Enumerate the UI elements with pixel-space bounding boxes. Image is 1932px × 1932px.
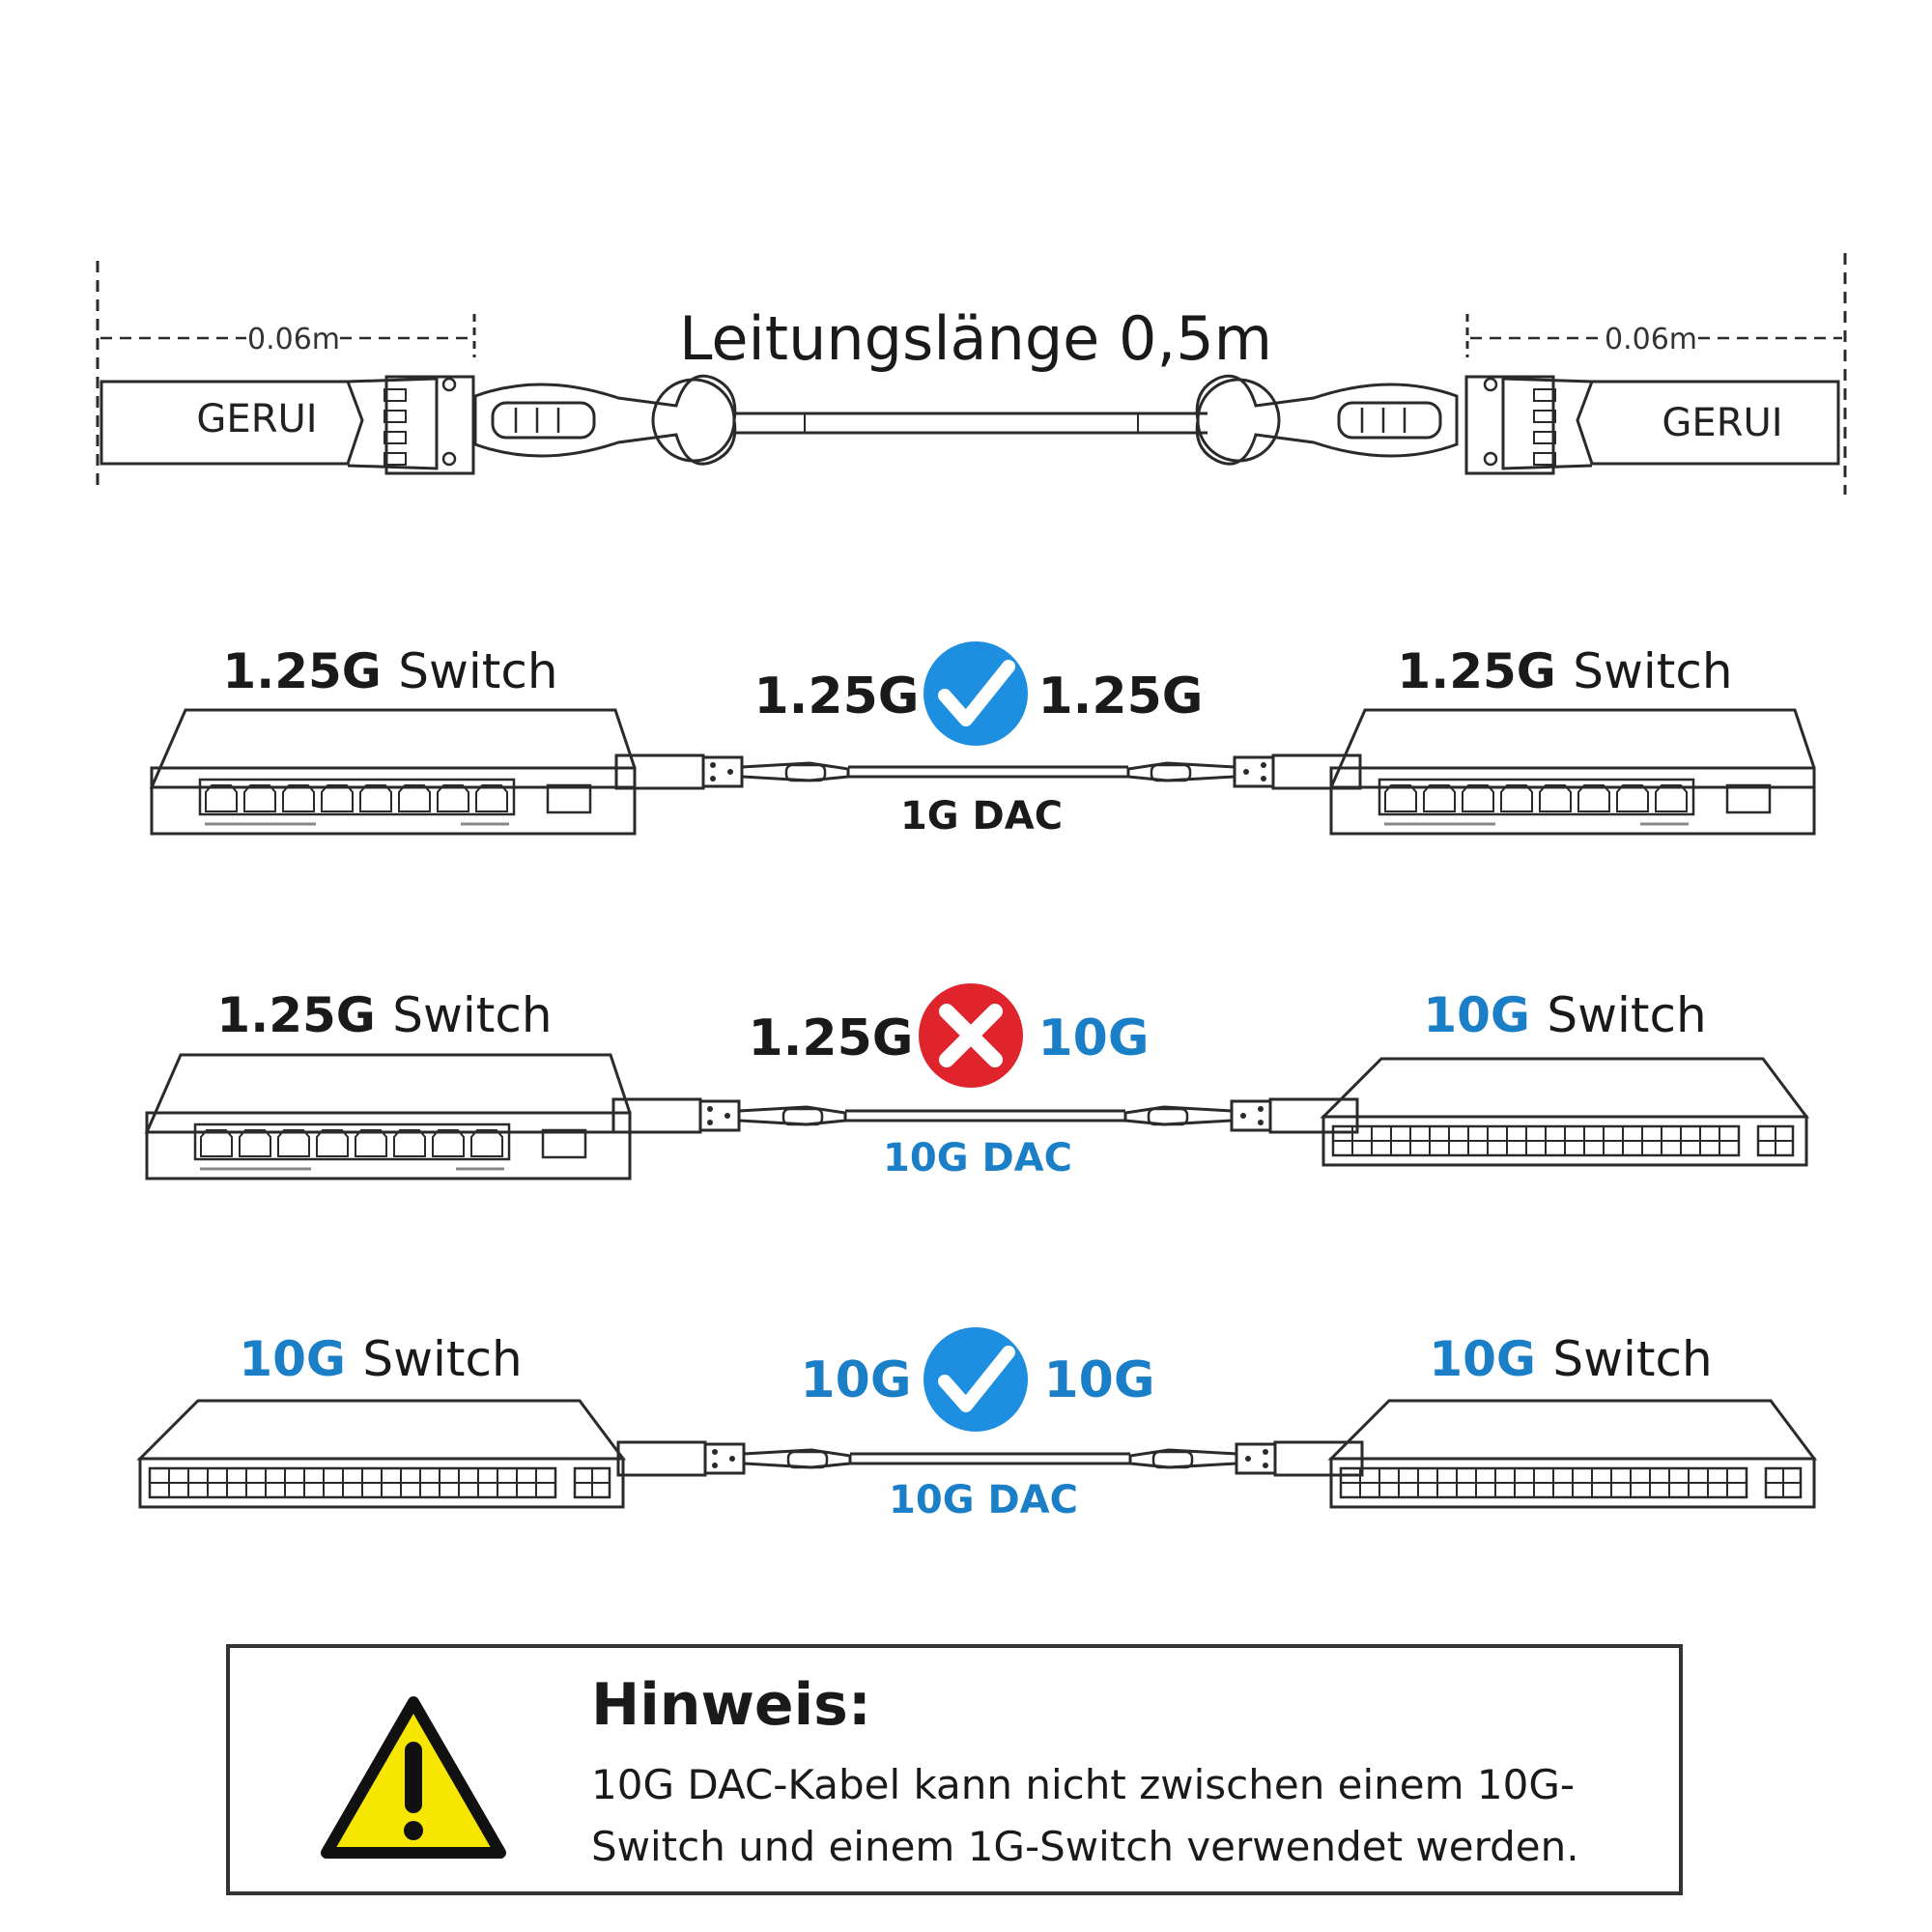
row3-right-switch-word: Switch: [1552, 1331, 1713, 1387]
row2-left-switch-label: [216, 987, 552, 1043]
row3-right-speed: 10G: [1043, 1351, 1155, 1409]
row3-right-switch-speed: 10G: [1429, 1331, 1536, 1387]
note-body: [591, 1754, 1654, 1878]
check-circle-icon: [923, 641, 1028, 746]
row3-left-switch: [140, 1401, 623, 1507]
note-title: Hinweis:: [591, 1671, 871, 1739]
row2-right-switch-speed: 10G: [1423, 987, 1530, 1043]
row1-left-switch-label: [222, 643, 557, 699]
row1-left-speed: 1.25G: [753, 668, 920, 725]
row3-left-switch-word: Switch: [362, 1331, 523, 1387]
check-circle-icon: [923, 1327, 1028, 1432]
note-line-2: Switch und einem 1G-Switch verwendet werden.: [591, 1823, 1579, 1870]
note-line-1: 10G DAC-Kabel kann nicht zwischen einem 10G-: [591, 1761, 1576, 1808]
note-box: [226, 1644, 1683, 1895]
row2-right-switch-word: Switch: [1547, 987, 1707, 1043]
right-brand-label: GERUI: [1662, 401, 1783, 445]
row2-left-switch-speed: 1.25G: [216, 987, 376, 1043]
row-2: [147, 983, 1806, 1180]
row-1: [152, 641, 1814, 838]
row3-dac-cable: [618, 1442, 1362, 1475]
row1-left-switch-word: Switch: [398, 643, 558, 699]
row2-cable-label: 10G DAC: [883, 1136, 1072, 1180]
row2-left-speed: 1.25G: [748, 1009, 914, 1067]
row1-right-switch-speed: 1.25G: [1397, 643, 1556, 699]
left-brand-label: GERUI: [196, 397, 318, 441]
row2-left-switch: [147, 1055, 630, 1179]
row1-left-switch: [152, 710, 635, 834]
row2-dac-cable: [613, 1099, 1357, 1132]
row2-right-switch: [1323, 1059, 1806, 1165]
row3-right-switch: [1331, 1401, 1814, 1507]
row3-right-switch-label: [1429, 1331, 1712, 1387]
row1-right-switch-word: Switch: [1573, 643, 1733, 699]
left-dimension-label: 0.06m: [246, 323, 341, 356]
row1-right-speed: 1.25G: [1037, 668, 1204, 725]
row3-left-switch-label: [239, 1331, 522, 1387]
row3-cable-label: 10G DAC: [889, 1478, 1078, 1522]
row3-left-speed: 10G: [800, 1351, 912, 1409]
row2-right-speed: 10G: [1037, 1009, 1150, 1067]
row3-left-switch-speed: 10G: [239, 1331, 346, 1387]
cable-length-title: Leitungslänge 0,5m: [678, 303, 1273, 374]
row1-cable-label: 1G DAC: [899, 794, 1064, 838]
row2-right-switch-label: [1423, 987, 1706, 1043]
row1-left-switch-speed: 1.25G: [222, 643, 382, 699]
cross-circle-icon: [919, 983, 1023, 1088]
row1-right-switch-label: [1397, 643, 1732, 699]
row1-right-switch: [1331, 710, 1814, 834]
row-3: [140, 1327, 1814, 1522]
row2-left-switch-word: Switch: [392, 987, 553, 1043]
right-dimension-label: 0.06m: [1604, 323, 1698, 356]
row1-dac-cable: [616, 755, 1360, 788]
warning-triangle-icon: [317, 1690, 510, 1864]
